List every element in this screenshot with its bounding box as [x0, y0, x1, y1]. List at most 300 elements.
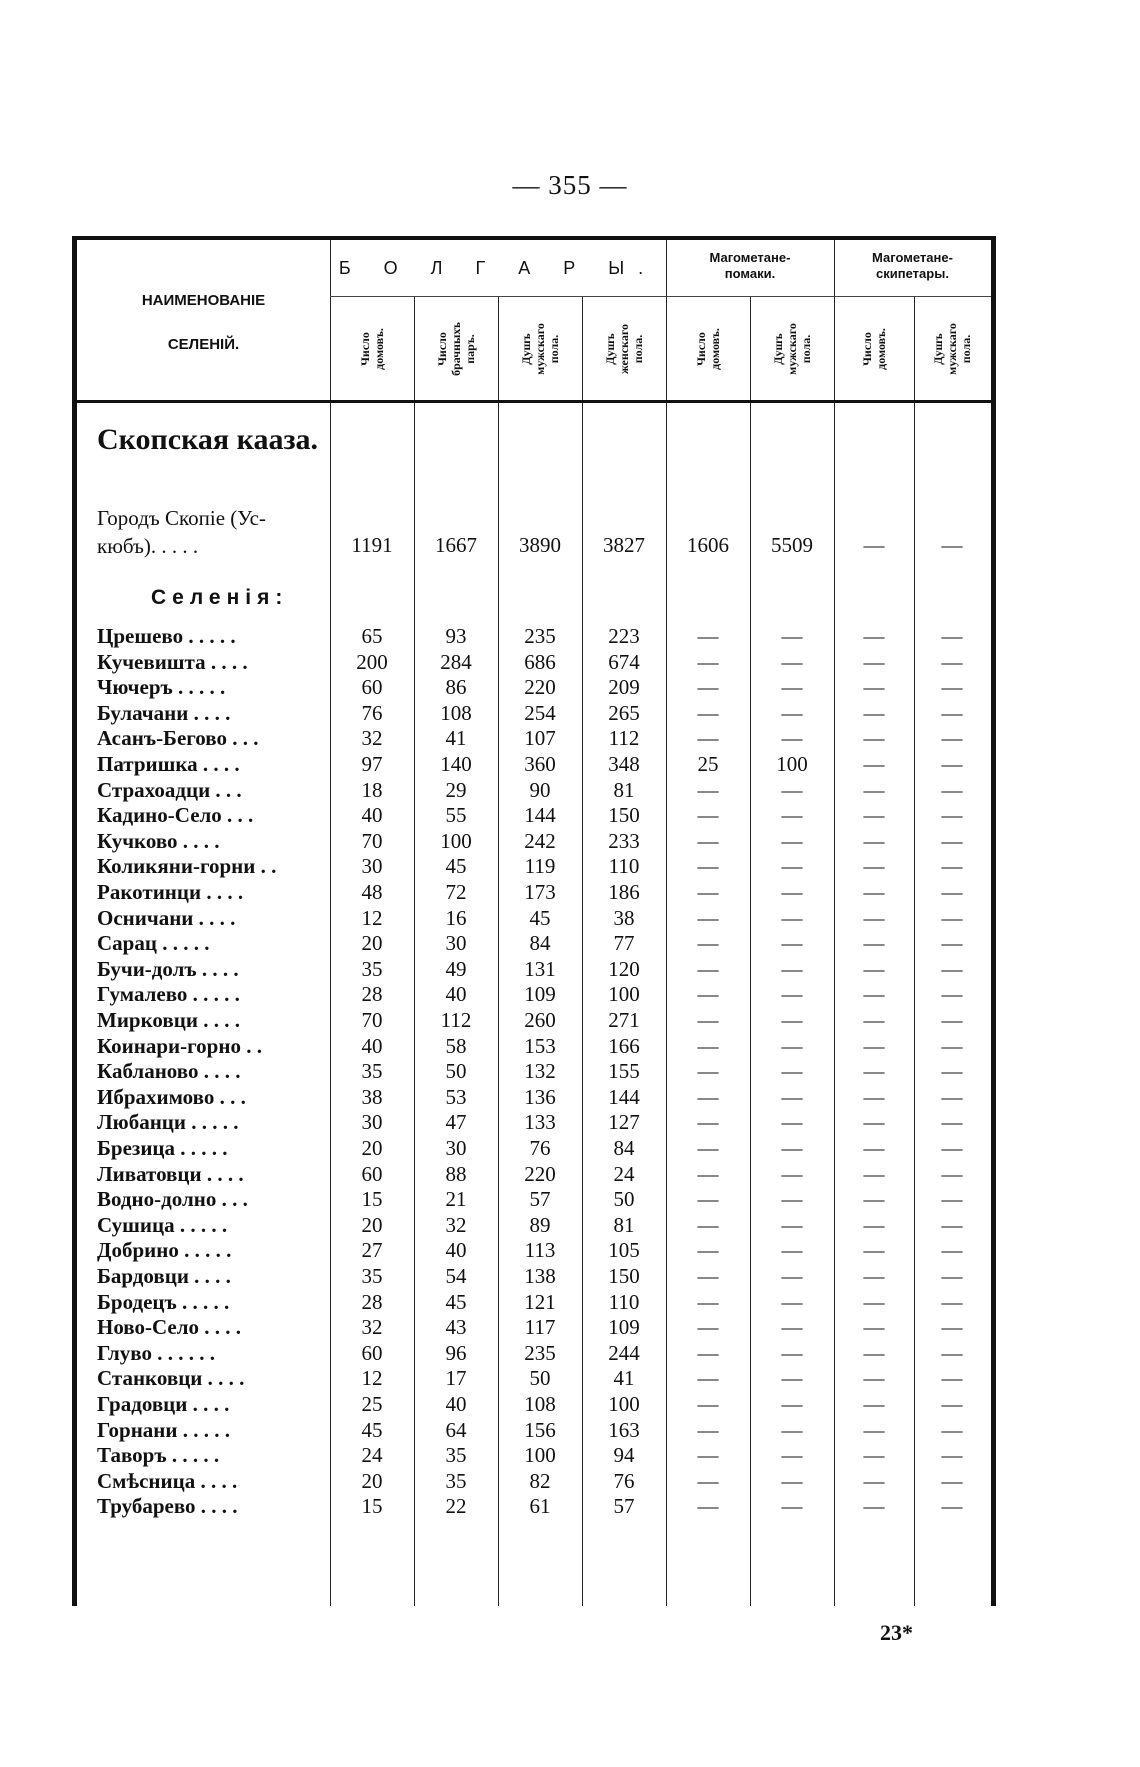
table-cell: 235	[524, 1340, 556, 1365]
table-cell: 132	[524, 1059, 556, 1084]
village-name: Сушица . . . . .	[97, 1212, 228, 1237]
column-header	[500, 300, 580, 398]
table-cell: —	[941, 1110, 963, 1135]
table-cell: 163	[608, 1417, 640, 1442]
section-title: Скопская кааза.	[96, 423, 319, 456]
table-cell: 47	[445, 1110, 467, 1135]
village-name: Ракотинци . . . .	[97, 880, 244, 904]
table-cell: —	[941, 803, 963, 828]
table-cell: 260	[524, 1008, 556, 1032]
city-value-cell: 1667	[435, 533, 477, 557]
table-cell: —	[697, 1417, 719, 1442]
city-value-cell: —	[863, 533, 885, 557]
table-cell: 110	[608, 854, 640, 879]
table-cell: —	[697, 1238, 719, 1263]
table-cell: 100	[608, 982, 640, 1007]
table-cell: —	[781, 1340, 803, 1365]
table-cell: 220	[524, 675, 556, 700]
table-cell: 48	[361, 880, 383, 904]
table-cell: 18	[361, 777, 383, 802]
table-cell: —	[697, 1084, 719, 1109]
table-cell: 166	[608, 1033, 640, 1058]
table-cell: —	[941, 1136, 963, 1160]
table-cell: 45	[361, 1417, 383, 1442]
table-cell: 22	[445, 1494, 467, 1519]
table-cell: 89	[529, 1212, 551, 1237]
table-cell: 35	[445, 1468, 467, 1493]
column-header	[752, 300, 832, 398]
village-name: Чючеръ . . . . .	[97, 675, 226, 700]
table-cell: 20	[361, 1212, 383, 1237]
table-cell: 21	[445, 1187, 467, 1212]
column-header-label: Число домовъ.	[358, 328, 386, 370]
table-cell: 25	[361, 1392, 383, 1416]
table-cell: —	[781, 1084, 803, 1109]
table-cell: 30	[361, 854, 383, 879]
table-cell: 284	[440, 649, 472, 674]
group-divider	[666, 296, 834, 297]
table-cell: 40	[445, 982, 467, 1007]
column-divider	[330, 240, 331, 1606]
table-cell: 223	[608, 624, 640, 648]
city-name-line1: Городъ Скопіе (Ус-	[97, 506, 266, 530]
table-cell: 38	[613, 905, 635, 930]
table-cell: 45	[445, 854, 467, 879]
table-cell: —	[697, 1494, 719, 1519]
table-cell: —	[863, 1315, 885, 1340]
table-cell: —	[863, 1059, 885, 1084]
table-cell: —	[697, 1161, 719, 1186]
city-name-line2: кюбъ). . . . .	[97, 534, 199, 558]
table-cell: 55	[445, 803, 467, 828]
village-name: Глуво . . . . . .	[97, 1340, 215, 1365]
table-cell: 53	[445, 1084, 467, 1109]
village-name: Булачани . . . .	[97, 700, 231, 725]
table-cell: 242	[524, 828, 556, 853]
table-cell: —	[941, 1059, 963, 1084]
table-cell: 81	[613, 777, 635, 802]
table-cell: —	[941, 1340, 963, 1365]
table-cell: 76	[613, 1468, 635, 1493]
table-cell: 109	[608, 1315, 640, 1340]
table-cell: 40	[361, 1033, 383, 1058]
table-cell: —	[863, 1468, 885, 1493]
village-name: Бучи-долъ . . . .	[97, 956, 239, 981]
city-value-cell: 3827	[603, 533, 645, 557]
statistics-table	[72, 236, 996, 1606]
table-cell: 112	[440, 1008, 472, 1032]
table-cell: 12	[361, 905, 383, 930]
table-cell: —	[781, 726, 803, 751]
table-cell: 108	[440, 700, 472, 725]
table-cell: 109	[524, 982, 556, 1007]
group-header-pomaks: Магометане- помаки.	[709, 250, 791, 281]
table-cell: 119	[524, 854, 556, 879]
table-cell: —	[697, 1187, 719, 1212]
table-cell: 70	[361, 828, 383, 853]
table-cell: 43	[445, 1315, 467, 1340]
table-cell: —	[781, 1033, 803, 1058]
table-cell: 15	[361, 1187, 383, 1212]
table-cell: —	[941, 1212, 963, 1237]
group-divider	[330, 296, 666, 297]
city-value-cell: —	[941, 533, 963, 557]
table-cell: —	[863, 1417, 885, 1442]
table-cell: 60	[361, 1161, 383, 1186]
table-cell: 72	[445, 880, 467, 904]
table-cell: 64	[445, 1417, 467, 1442]
table-cell: 265	[608, 700, 640, 725]
table-cell: 110	[608, 1289, 640, 1314]
table-cell: —	[941, 1443, 963, 1468]
village-name: Страхоадци . . .	[97, 777, 242, 802]
table-cell: —	[781, 1238, 803, 1263]
table-cell: 117	[524, 1315, 556, 1340]
table-cell: —	[863, 803, 885, 828]
table-cell: 84	[529, 931, 551, 956]
table-cell: 121	[524, 1289, 556, 1314]
table-cell: 28	[361, 1289, 383, 1314]
table-cell: 120	[608, 956, 640, 981]
page-number: — 355 —	[512, 170, 628, 200]
table-cell: —	[863, 777, 885, 802]
table-cell: —	[863, 726, 885, 751]
village-name: Горнани . . . . .	[97, 1417, 230, 1442]
column-header-label: Душъ мужскаго пола.	[931, 323, 973, 375]
column-header	[416, 300, 496, 398]
table-cell: 155	[608, 1059, 640, 1084]
table-cell: 35	[361, 956, 383, 981]
footer-signature-number: 23*	[880, 1620, 913, 1645]
table-cell: 90	[529, 777, 551, 802]
table-cell: —	[781, 1366, 803, 1391]
table-cell: 30	[445, 931, 467, 956]
table-cell: —	[781, 624, 803, 648]
table-cell: —	[781, 675, 803, 700]
table-cell: 140	[440, 752, 472, 776]
table-cell: —	[697, 1289, 719, 1314]
column-header	[584, 300, 664, 398]
table-cell: —	[781, 1494, 803, 1519]
table-cell: —	[781, 1443, 803, 1468]
village-name: Бардовци . . . .	[97, 1264, 231, 1288]
table-cell: —	[941, 982, 963, 1007]
table-cell: 235	[524, 624, 556, 648]
table-cell: 41	[613, 1366, 635, 1391]
table-cell: —	[863, 1136, 885, 1160]
table-cell: —	[863, 956, 885, 981]
names-header-line1: НАИМЕНОВАНІЕ	[141, 292, 266, 309]
table-cell: —	[697, 1212, 719, 1237]
table-cell: 29	[445, 777, 467, 802]
table-cell: —	[863, 649, 885, 674]
table-cell: 173	[524, 880, 556, 904]
table-cell: 271	[608, 1008, 640, 1032]
table-cell: —	[781, 880, 803, 904]
group-header-shqiptars: Магометане- скипетары.	[872, 250, 953, 281]
table-cell: —	[781, 1059, 803, 1084]
table-cell: 133	[524, 1110, 556, 1135]
table-cell: 254	[524, 700, 556, 725]
village-name: Сарац . . . . .	[97, 931, 210, 956]
table-cell: —	[697, 828, 719, 853]
table-cell: —	[697, 649, 719, 674]
table-cell: 94	[613, 1443, 635, 1468]
table-cell: 38	[361, 1084, 383, 1109]
column-divider	[750, 296, 751, 1606]
table-cell: 220	[524, 1161, 556, 1186]
table-cell: —	[697, 1340, 719, 1365]
table-cell: —	[863, 931, 885, 956]
table-cell: 61	[529, 1494, 551, 1519]
column-divider	[666, 240, 667, 1606]
table-cell: —	[941, 880, 963, 904]
village-name: Брезица . . . . .	[97, 1136, 228, 1160]
table-cell: 244	[608, 1340, 640, 1365]
table-cell: —	[781, 777, 803, 802]
table-cell: —	[781, 931, 803, 956]
village-name: Таворъ . . . . .	[97, 1443, 220, 1468]
village-name: Добрино . . . . .	[97, 1238, 232, 1263]
table-cell: —	[941, 726, 963, 751]
table-cell: 50	[445, 1059, 467, 1084]
table-cell: —	[863, 982, 885, 1007]
village-name: Црешево . . . . .	[97, 624, 236, 648]
table-cell: 57	[529, 1187, 551, 1212]
table-cell: —	[697, 854, 719, 879]
table-cell: 54	[445, 1264, 467, 1288]
table-cell: 25	[697, 752, 719, 776]
group-header-bulgars: Б О Л Г А Р Ы.	[338, 258, 658, 278]
table-cell: 150	[608, 803, 640, 828]
village-name: Ново-Село . . . .	[97, 1315, 242, 1340]
table-cell: 93	[445, 624, 467, 648]
table-cell: —	[941, 1187, 963, 1212]
column-header	[834, 300, 914, 398]
table-cell: 82	[529, 1468, 551, 1493]
village-name: Кучково . . . .	[97, 828, 220, 853]
villages-heading: Селенія:	[151, 586, 289, 609]
table-cell: 138	[524, 1264, 556, 1288]
table-cell: —	[781, 1417, 803, 1442]
city-value-cell: 1606	[687, 533, 729, 557]
table-cell: —	[697, 675, 719, 700]
table-cell: —	[697, 1059, 719, 1084]
table-cell: 84	[613, 1136, 635, 1160]
table-cell: —	[863, 624, 885, 648]
table-cell: —	[941, 1289, 963, 1314]
village-name: Бродецъ . . . . .	[97, 1289, 230, 1314]
table-cell: —	[941, 1315, 963, 1340]
table-cell: —	[941, 777, 963, 802]
table-cell: —	[781, 803, 803, 828]
table-cell: 81	[613, 1212, 635, 1237]
table-cell: 674	[608, 649, 640, 674]
table-cell: —	[863, 1161, 885, 1186]
table-cell: 35	[361, 1059, 383, 1084]
table-cell: 77	[613, 931, 635, 956]
table-cell: 144	[524, 803, 556, 828]
table-cell: —	[697, 1033, 719, 1058]
table-cell: —	[781, 700, 803, 725]
table-cell: —	[781, 1392, 803, 1416]
table-cell: —	[863, 675, 885, 700]
table-cell: —	[941, 1392, 963, 1416]
table-cell: 105	[608, 1238, 640, 1263]
table-cell: —	[941, 1264, 963, 1288]
table-cell: 20	[361, 1468, 383, 1493]
table-cell: 108	[524, 1392, 556, 1416]
table-cell: —	[863, 1008, 885, 1032]
table-cell: —	[697, 1443, 719, 1468]
table-cell: —	[781, 1110, 803, 1135]
village-name: Асанъ-Бегово . . .	[97, 726, 259, 751]
table-cell: 15	[361, 1494, 383, 1519]
table-cell: 24	[361, 1443, 383, 1468]
village-name: Любанци . . . . .	[97, 1110, 239, 1135]
table-cell: —	[941, 1033, 963, 1058]
village-name: Осничани . . . .	[97, 905, 236, 930]
table-cell: —	[781, 854, 803, 879]
table-cell: 40	[361, 803, 383, 828]
village-name: Кучевишта . . . .	[97, 649, 248, 674]
village-name: Смѣсница . . . .	[97, 1468, 238, 1493]
table-cell: 153	[524, 1033, 556, 1058]
village-name: Патришка . . . .	[97, 752, 240, 776]
column-header-label: Число брачныхъ паръ.	[434, 322, 477, 376]
table-cell: —	[697, 880, 719, 904]
table-cell: 45	[529, 905, 551, 930]
table-cell: —	[941, 1008, 963, 1032]
table-cell: —	[863, 1494, 885, 1519]
column-header	[332, 300, 412, 398]
table-cell: —	[863, 828, 885, 853]
city-value-cell: 1191	[351, 533, 393, 557]
table-cell: —	[781, 1212, 803, 1237]
table-cell: 127	[608, 1110, 640, 1135]
table-cell: 86	[445, 675, 467, 700]
table-cell: 16	[445, 905, 467, 930]
village-name: Градовци . . . .	[97, 1392, 230, 1416]
table-cell: —	[863, 1340, 885, 1365]
table-cell: —	[697, 956, 719, 981]
table-cell: —	[781, 1289, 803, 1314]
table-cell: —	[697, 803, 719, 828]
table-cell: —	[863, 1443, 885, 1468]
table-cell: —	[863, 752, 885, 776]
table-cell: —	[941, 1494, 963, 1519]
table-cell: —	[941, 675, 963, 700]
table-cell: —	[863, 880, 885, 904]
table-cell: —	[941, 854, 963, 879]
table-cell: 40	[445, 1238, 467, 1263]
village-name: Кабланово . . . .	[97, 1059, 241, 1084]
table-cell: 209	[608, 675, 640, 700]
table-cell: 57	[613, 1494, 635, 1519]
table-cell: —	[697, 931, 719, 956]
table-cell: —	[781, 1136, 803, 1160]
table-cell: 144	[608, 1084, 640, 1109]
table-cell: 20	[361, 1136, 383, 1160]
column-divider	[414, 296, 415, 1606]
names-header-line2: СЕЛЕНІЙ.	[167, 336, 240, 353]
table-cell: —	[697, 1264, 719, 1288]
table-cell: 49	[445, 956, 467, 981]
table-cell: 686	[524, 649, 556, 674]
table-cell: —	[941, 956, 963, 981]
table-cell: —	[697, 777, 719, 802]
table-cell: 97	[361, 752, 383, 776]
table-cell: 113	[524, 1238, 556, 1263]
city-value-cell: 3890	[519, 533, 561, 557]
column-divider	[582, 296, 583, 1606]
column-header	[668, 300, 748, 398]
table-cell: 40	[445, 1392, 467, 1416]
table-cell: —	[697, 1392, 719, 1416]
table-cell: 136	[524, 1084, 556, 1109]
table-cell: —	[781, 905, 803, 930]
village-name: Гумалево . . . . .	[97, 982, 240, 1007]
column-header-label: Душъ женскаго пола.	[603, 324, 645, 374]
table-cell: —	[781, 1187, 803, 1212]
table-cell: 32	[445, 1212, 467, 1237]
table-cell: —	[941, 828, 963, 853]
table-cell: —	[697, 700, 719, 725]
table-cell: —	[941, 1417, 963, 1442]
table-cell: —	[781, 828, 803, 853]
table-cell: 186	[608, 880, 640, 904]
table-cell: 12	[361, 1366, 383, 1391]
table-cell: 233	[608, 828, 640, 853]
table-cell: —	[781, 1315, 803, 1340]
table-cell: —	[941, 1084, 963, 1109]
table-cell: 30	[445, 1136, 467, 1160]
table-cell: —	[781, 982, 803, 1007]
table-cell: 100	[440, 828, 472, 853]
table-cell: —	[697, 1468, 719, 1493]
column-header-label: Число домовъ.	[694, 328, 722, 370]
table-cell: —	[781, 649, 803, 674]
table-cell: —	[941, 1366, 963, 1391]
group-divider	[834, 296, 991, 297]
table-cell: 131	[524, 956, 556, 981]
village-name: Коинари-горно . .	[97, 1033, 262, 1058]
table-cell: 32	[361, 1315, 383, 1340]
table-cell: —	[697, 726, 719, 751]
table-cell: —	[781, 956, 803, 981]
table-cell: —	[781, 1468, 803, 1493]
table-cell: 156	[524, 1417, 556, 1442]
table-cell: —	[941, 752, 963, 776]
table-cell: —	[941, 649, 963, 674]
table-cell: 28	[361, 982, 383, 1007]
table-cell: 24	[613, 1161, 635, 1186]
table-cell: 76	[529, 1136, 551, 1160]
table-cell: 112	[608, 726, 640, 751]
table-cell: —	[941, 931, 963, 956]
table-cell: —	[697, 624, 719, 648]
table-cell: 76	[361, 700, 383, 725]
table-cell: —	[863, 1084, 885, 1109]
table-cell: —	[863, 1187, 885, 1212]
table-cell: —	[941, 905, 963, 930]
table-cell: —	[863, 1212, 885, 1237]
table-cell: 65	[361, 624, 383, 648]
table-cell: 17	[445, 1366, 467, 1391]
table-cell: 60	[361, 1340, 383, 1365]
column-header-label: Число домовъ.	[860, 328, 888, 370]
table-cell: —	[863, 700, 885, 725]
